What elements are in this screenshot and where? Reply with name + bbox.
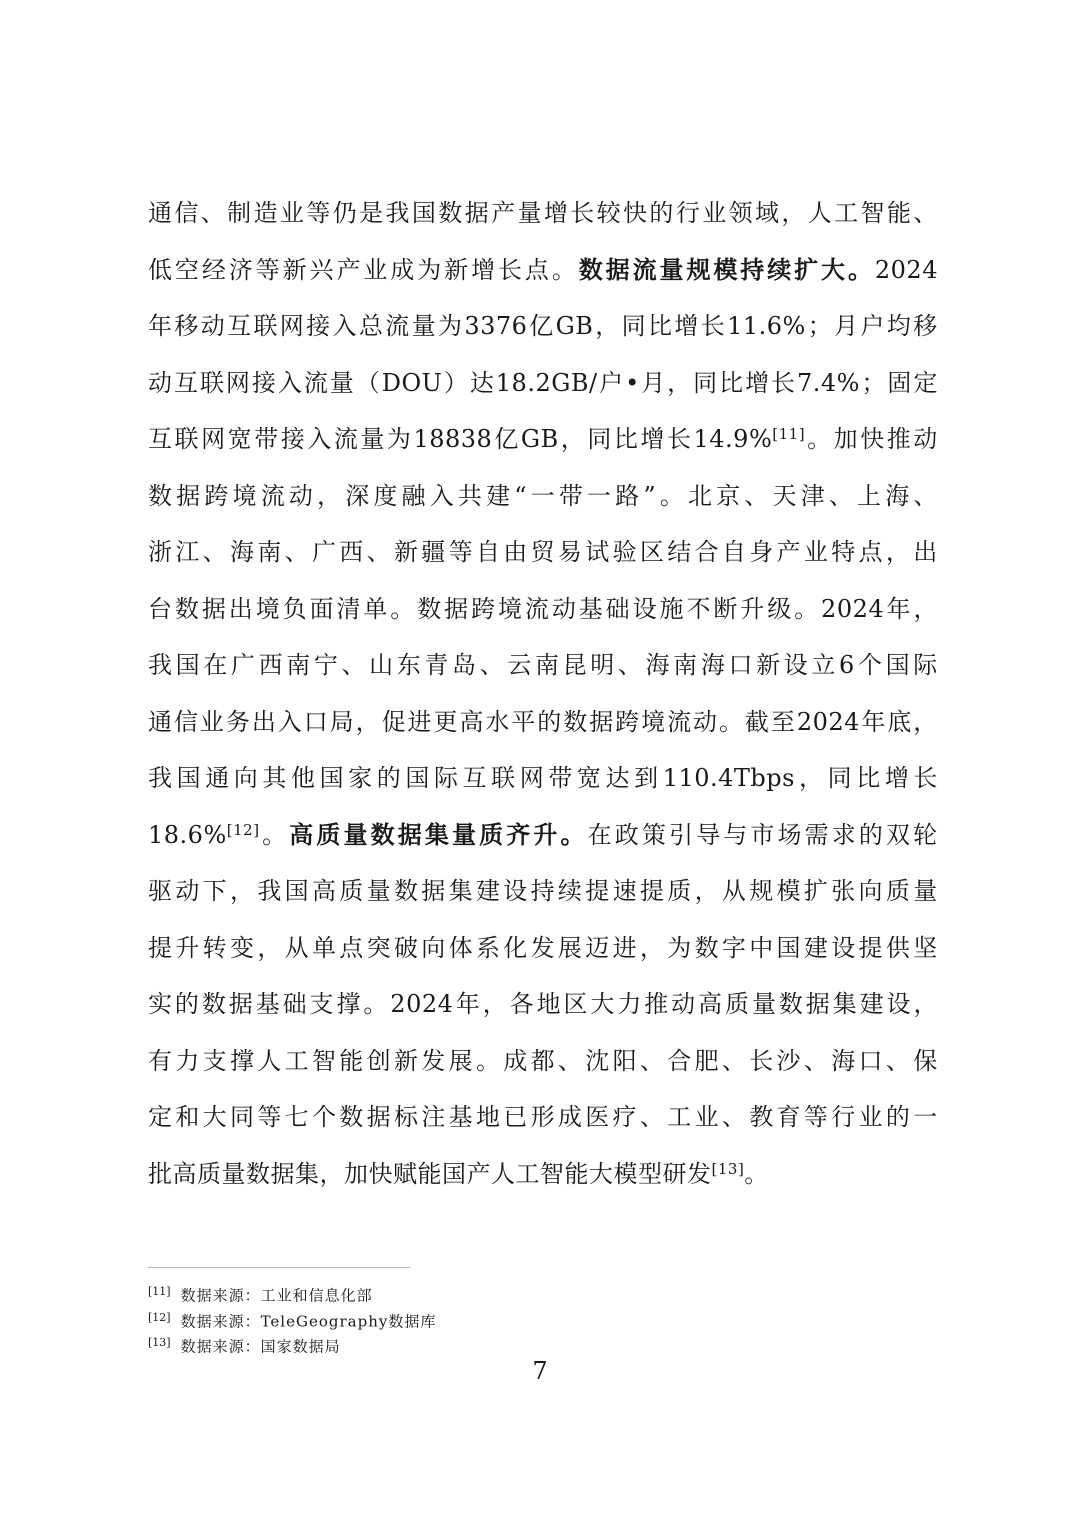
footnote-12 xyxy=(148,1305,848,1331)
text-line: 数 据 跨 境 流 动 ， 深 度 融 入 共 建 “ 一 带 一 路 ” 。 北 京 、 天 津 、 上 海 、 xyxy=(148,481,938,510)
text-line: 年 移 动 互 联 网 接 入 总 流 量 为 3376 亿 GB ， 同 比 增 长 11.6% ； 月 户 均 移 xyxy=(148,312,938,340)
footnote-divider xyxy=(148,1267,410,1268)
text-line: 低 空 经 济 等 新 兴 产 业 成 为 新 增 长 点 。 数 据 流 量 规 模 持 续 扩 大 。 2024 xyxy=(148,254,938,284)
text-line: 批 高 质 量 数 据 集 ， 加 快 赋 能 国 产 人 工 智 能 大 模 型 研 发[13] 。 xyxy=(148,1159,769,1188)
footnote-text: 数据来源：TeleGeography数据库 xyxy=(180,1312,437,1330)
text-line: 有 力 支 撑 人 工 智 能 创 新 发 展 。 成 都 、 沈 阳 、 合 肥 、 长 沙 、 海 口 、 保 xyxy=(148,1046,938,1075)
body-paragraph xyxy=(148,185,938,1202)
text-line: 通 信 、 制 造 业 等 仍 是 我 国 数 据 产 量 增 长 较 快 的 行 业 领 域 ， 人 工 智 能 、 xyxy=(148,199,938,227)
text-line: 通 信 业 务 出 入 口 局 ， 促 进 更 高 水 平 的 数 据 跨 境 流 动 。 截 至 2024 年 底 ， xyxy=(148,707,938,736)
text-line: 我 国 在 广 西 南 宁 、 山 东 青 岛 、 云 南 昆 明 、 海 南 海 口 新 设 立 6 个 国 际 xyxy=(148,651,938,679)
footnote-mark: [13] xyxy=(148,1336,171,1349)
text-line: 实 的 数 据 基 础 支 撑 。 2024 年 ， 各 地 区 大 力 推 动 高 质 量 数 据 集 建 设 ， xyxy=(148,990,938,1018)
footnote-text: 数据来源：国家数据局 xyxy=(180,1337,341,1356)
citation-mark: [12] xyxy=(226,820,260,839)
text-line: 台 数 据 出 境 负 面 清 单 。 数 据 跨 境 流 动 基 础 设 施 不 断 升 级 。 2024 年 ， xyxy=(148,594,938,623)
footnotes xyxy=(148,1279,848,1356)
page-number: 7 xyxy=(532,1357,548,1385)
footnote-11 xyxy=(148,1279,848,1305)
text-line: 18.6%[12] 。 高 质 量 数 据 集 量 质 齐 升 。 在 政 策 引 导 与 市 场 需 求 的 双 轮 xyxy=(148,819,938,849)
citation-mark: [11] xyxy=(772,424,806,443)
text-line: 驱 动 下 ， 我 国 高 质 量 数 据 集 建 设 持 续 提 速 提 质 ， 从 规 模 扩 张 向 质 量 xyxy=(148,877,938,905)
citation-mark: [13] xyxy=(711,1159,745,1178)
text-line: 浙 江 、 海 南 、 广 西 、 新 疆 等 自 由 贸 易 试 验 区 结 合 自 身 产 业 特 点 ， 出 xyxy=(148,538,938,566)
footnote-mark: [12] xyxy=(148,1310,171,1324)
text-line: 动 互 联 网 接 入 流 量 （ DOU ） 达 18.2GB/ 户 • 月 ， 同 比 增 长 7.4% ； 固 定 xyxy=(148,368,938,397)
text-line: 我 国 通 向 其 他 国 家 的 国 际 互 联 网 带 宽 达 到 110.4Tbps ， 同 比 增 长 xyxy=(148,764,938,792)
footnote-text: 数据来源：工业和信息化部 xyxy=(180,1286,373,1305)
footnote-mark: [11] xyxy=(148,1285,171,1298)
text-line: 互 联 网 宽 带 接 入 流 量 为 18838 亿 GB ， 同 比 增 长 14.9%[11] 。 加 快 推 动 xyxy=(148,424,938,453)
footnote-13 xyxy=(148,1330,848,1356)
text-line: 提 升 转 变 ， 从 单 点 突 破 向 体 系 化 发 展 迈 进 ， 为 数 字 中 国 建 设 提 供 坚 xyxy=(148,933,938,962)
text-line: 定 和 大 同 等 七 个 数 据 标 注 基 地 已 形 成 医 疗 、 工 业 、 教 育 等 行 业 的 一 xyxy=(148,1103,938,1131)
